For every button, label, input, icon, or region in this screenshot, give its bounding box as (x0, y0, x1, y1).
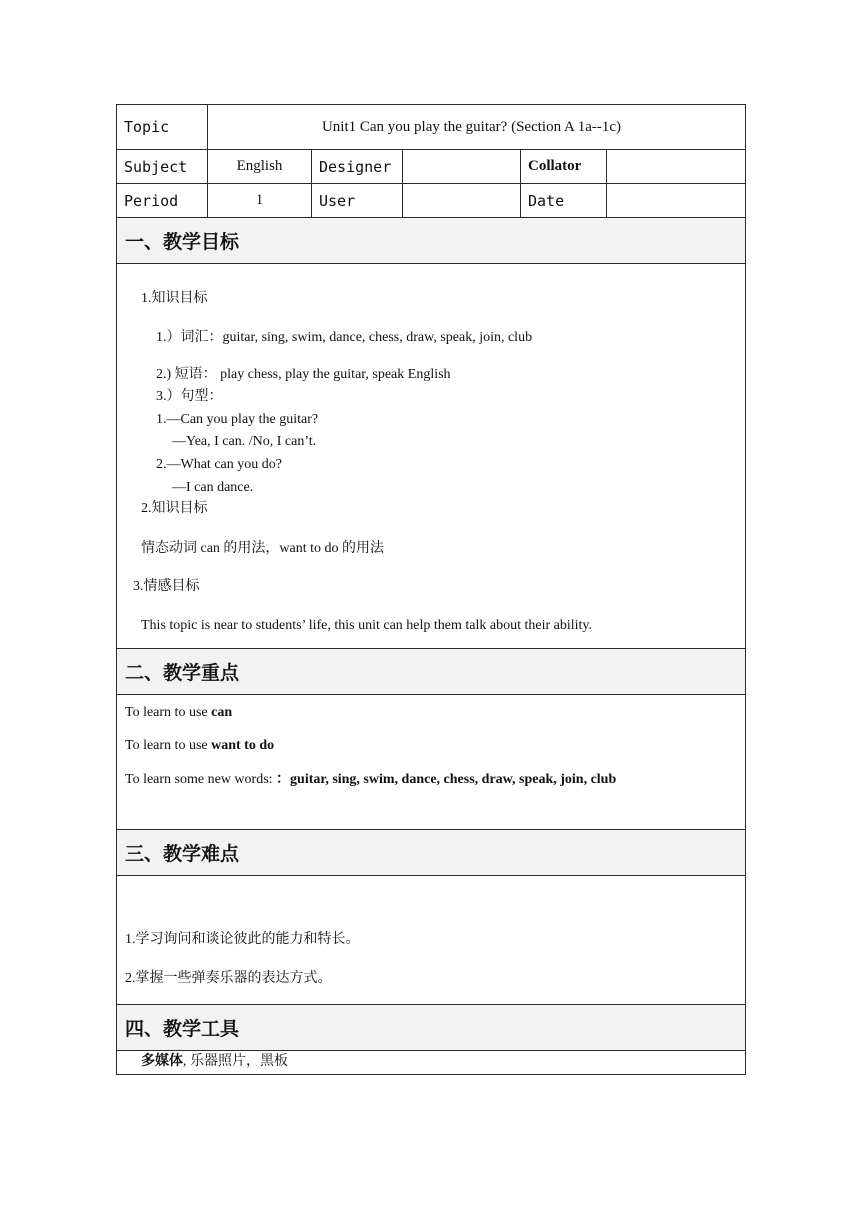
difficulties-body-row (117, 876, 746, 1005)
skill-title: 2.知识目标 (141, 501, 208, 516)
topic-row (117, 105, 746, 150)
tools-heading: 四、教学工具 (117, 1005, 746, 1051)
emotion-title: 3.情感目标 (133, 579, 200, 594)
difficulty-1: 1.学习询问和谈论彼此的能力和特长。 (125, 932, 360, 947)
collator-value (607, 150, 746, 184)
sentence-2-question: 2.—What can you do? (156, 457, 282, 472)
key-point-3-emphasis: ：guitar, sing, swim, dance, chess, draw, speak, join, club (276, 772, 617, 787)
objectives-body-row (117, 264, 746, 649)
period-value: 1 (208, 184, 312, 218)
key-point-3-text: To learn some new words: (125, 772, 277, 787)
difficulties-heading-row (117, 830, 746, 876)
date-label: Date (521, 184, 607, 218)
sentence-1-question: 1.—Can you play the guitar? (156, 412, 319, 427)
objectives-body (117, 264, 746, 649)
emotion-text: This topic is near to students’ life, this unit can help them talk about their ability. (141, 618, 593, 633)
tools-body-row (117, 1051, 746, 1075)
period-label: Period (117, 184, 208, 218)
subject-label: Subject (117, 150, 208, 184)
subject-value: English (208, 150, 312, 184)
key-point-2 (125, 738, 274, 754)
tools-body (117, 1051, 746, 1075)
key-points-heading-row (117, 649, 746, 695)
designer-value (403, 150, 521, 184)
vocab-line: 1.）词汇：guitar, sing, swim, dance, chess, draw, speak, join, club (156, 330, 533, 345)
difficulty-2: 2.掌握一些弹奏乐器的表达方式。 (125, 971, 332, 986)
topic-value: Unit1 Can you play the guitar? (Section A 1a--1c) (208, 105, 746, 150)
knowledge-title: 1.知识目标 (141, 291, 208, 306)
skill-text: 情态动词 can 的用法，want to do 的用法 (141, 541, 385, 556)
collator-label: Collator (521, 150, 607, 184)
tools-line (141, 1054, 288, 1070)
tools-text: , 乐器照片，黑板 (183, 1054, 288, 1069)
sentences-title: 3.）句型： (156, 389, 223, 404)
objectives-heading: 一、教学目标 (117, 218, 746, 264)
user-value (403, 184, 521, 218)
tools-heading-row (117, 1005, 746, 1051)
key-point-1-text: To learn to use (125, 705, 212, 720)
period-row (117, 184, 746, 218)
difficulties-body (117, 876, 746, 1005)
key-points-body-row (117, 695, 746, 830)
key-points-body (117, 695, 746, 830)
sentence-1-answer: —Yea, I can. /No, I can’t. (172, 434, 317, 449)
date-value (607, 184, 746, 218)
sentence-2-answer: —I can dance. (172, 480, 254, 495)
difficulties-heading: 三、教学难点 (117, 830, 746, 876)
key-point-2-text: To learn to use (125, 738, 212, 753)
lesson-plan-table (116, 104, 746, 1075)
tools-emphasis: 多媒体 (141, 1054, 183, 1069)
key-point-1-emphasis: can (211, 705, 233, 720)
phrases-line: 2.) 短语： play chess, play the guitar, speak English (156, 367, 451, 382)
key-point-2-emphasis: want to do (211, 738, 275, 753)
topic-label: Topic (117, 105, 208, 150)
user-label: User (312, 184, 403, 218)
key-points-heading: 二、教学重点 (117, 649, 746, 695)
key-point-3 (125, 772, 616, 788)
designer-label: Designer (312, 150, 403, 184)
subject-row (117, 150, 746, 184)
objectives-heading-row (117, 218, 746, 264)
key-point-1 (125, 705, 232, 721)
